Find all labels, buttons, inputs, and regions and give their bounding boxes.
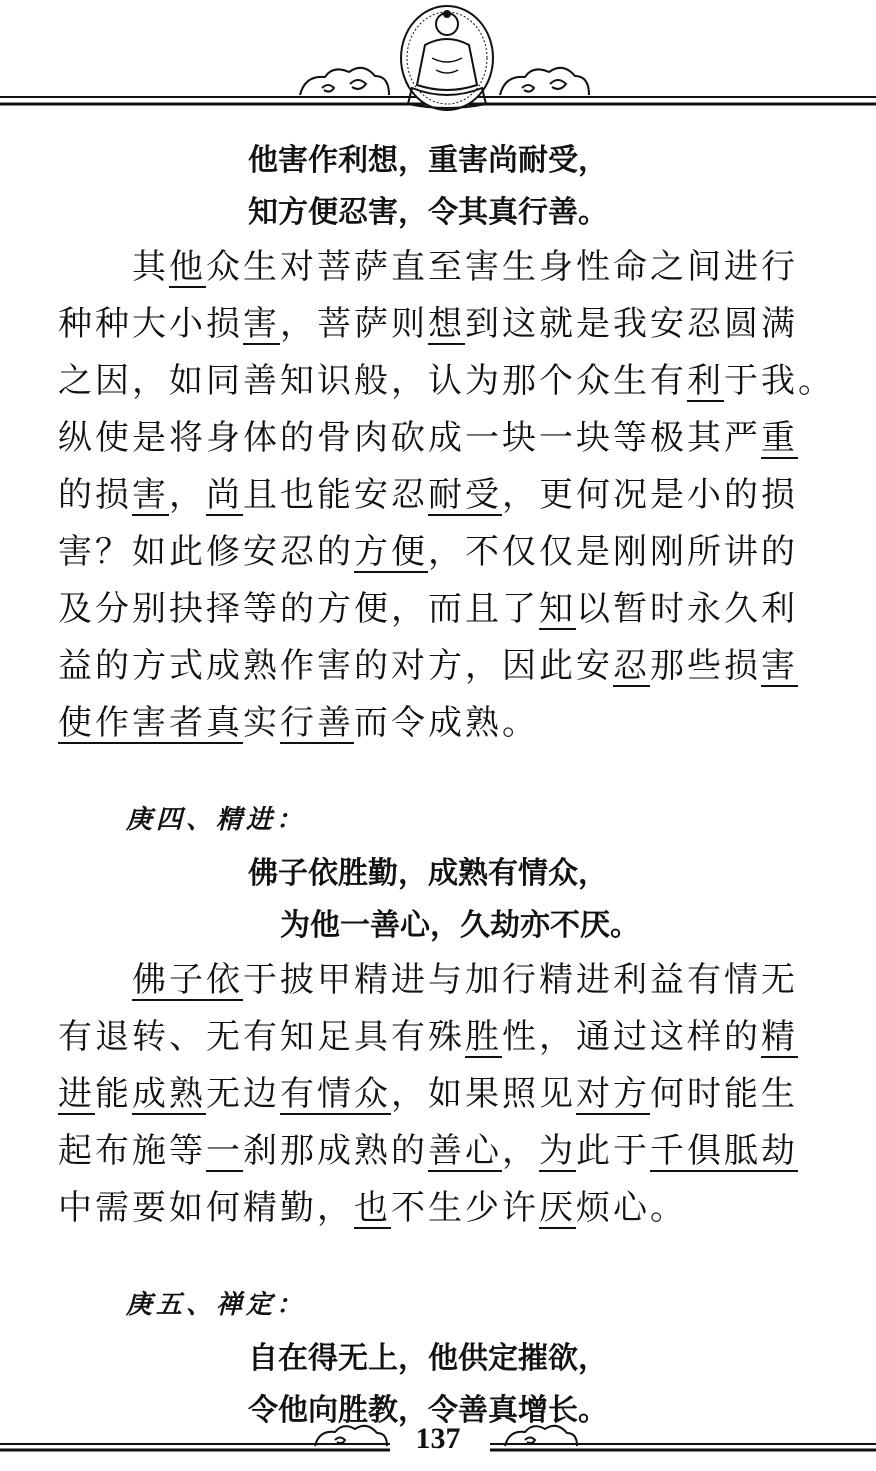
section-heading: 庚四、精进：: [126, 805, 307, 835]
paragraph-line: 中需要如何精勤，也不生少许厌烦心。: [58, 1188, 687, 1228]
page-header-ornament: [0, 0, 876, 115]
verse-line: 令他向胜教，令善真增长。: [248, 1393, 608, 1428]
paragraph-line: 种种大小损害，菩萨则想到这就是我安忍圆满: [58, 304, 798, 344]
page-content: [58, 135, 843, 1437]
commentary-paragraph: [58, 952, 843, 1237]
verse-line: 知方便忍害，令其真行善。: [248, 195, 608, 230]
paragraph-line: 起布施等一刹那成熟的善心，为此于千俱胝劫: [58, 1131, 798, 1171]
paragraph-line: 佛子依于披甲精进与加行精进利益有情无: [132, 960, 798, 1000]
verse-line: 他害作利想，重害尚耐受，: [248, 143, 608, 178]
commentary-paragraph: [58, 239, 843, 752]
buddha-emblem-icon: [401, 6, 493, 110]
paragraph-line: 的损害，尚且也能安忍耐受，更何况是小的损: [58, 475, 798, 515]
paragraph-line: 其他众生对菩萨直至害生身性命之间进行: [132, 247, 798, 287]
paragraph-line: 及分别抉择等的方便，而且了知以暂时永久利: [58, 589, 798, 629]
paragraph-line: 纵使是将身体的骨肉砍成一块一块等极其严重: [58, 418, 798, 458]
verse-line: 为他一善心，久劫亦不厌。: [280, 908, 640, 943]
cloud-scroll-icon: [500, 68, 589, 95]
section-heading: 庚五、禅定：: [126, 1290, 307, 1320]
page-footer: [0, 1418, 876, 1471]
paragraph-line: 进能成熟无边有情众，如果照见对方何时能生: [58, 1074, 798, 1114]
paragraph-line: 之因，如同善知识般，认为那个众生有利于我。: [58, 361, 835, 401]
cloud-scroll-icon: [300, 68, 389, 95]
verse-line: 佛子依胜勤，成熟有情众，: [248, 856, 608, 891]
verse-block: [58, 135, 843, 239]
page-number: 137: [415, 1422, 461, 1455]
header-ornament-graphic: [0, 0, 876, 115]
paragraph-line: 使作害者真实行善而令成熟。: [58, 703, 539, 743]
paragraph-line: 害？如此修安忍的方便，不仅仅是刚刚所讲的: [58, 532, 798, 572]
verse-block: [58, 848, 843, 952]
paragraph-line: 益的方式成熟作害的对方，因此安忍那些损害: [58, 646, 798, 686]
verse-line: 自在得无上，他供定摧欲，: [248, 1341, 608, 1376]
paragraph-line: 有退转、无有知足具有殊胜性，通过这样的精: [58, 1017, 798, 1057]
